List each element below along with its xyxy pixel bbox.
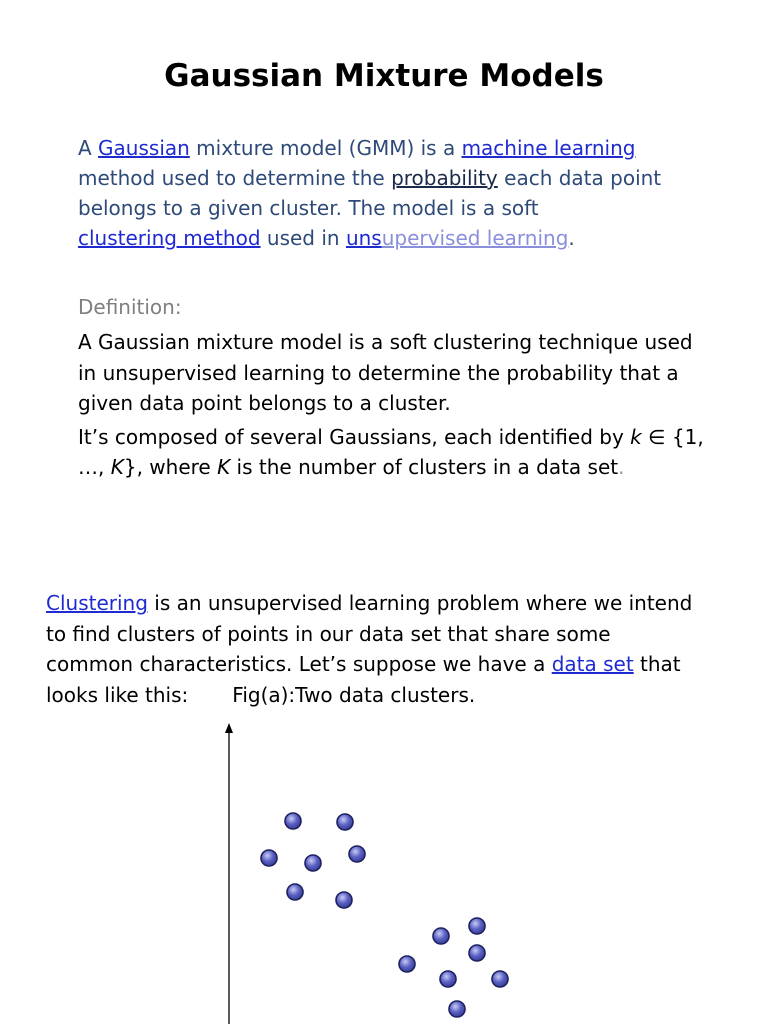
data-point [399, 956, 415, 972]
definition-label: Definition: [78, 295, 182, 319]
intro-paragraph [78, 133, 718, 253]
clustering-method-link[interactable]: clustering method [78, 226, 261, 250]
definition-text [78, 327, 738, 483]
clustering-link[interactable]: Clustering [46, 591, 148, 615]
clustering-paragraph [46, 588, 746, 710]
data-point [337, 814, 353, 830]
clustering-line-3: common characteristics. Let’s suppose we have a data set that [46, 652, 681, 676]
clustering-line-2: to find clusters of points in our data set that share some [46, 621, 611, 646]
data-point [287, 884, 303, 900]
intro-line-1: A Gaussian mixture model (GMM) is a machine learning [78, 136, 636, 160]
unsupervised-link-part2[interactable]: upervised learning [381, 226, 569, 250]
intro-line-2: method used to determine the probability each data point [78, 166, 662, 190]
data-point [469, 918, 485, 934]
data-point [433, 928, 449, 944]
probability-link[interactable]: probability [391, 166, 498, 190]
data-points [261, 813, 508, 1017]
definition-line-2: in unsupervised learning to determine the probability that a [78, 360, 679, 385]
data-point [261, 850, 277, 866]
definition-line-1: A Gaussian mixture model is a soft clustering technique used [78, 330, 693, 354]
y-axis-arrowhead [225, 723, 233, 733]
clustering-line-4: looks like this: Fig(a):Two data clusters. [46, 682, 476, 707]
data-point [305, 855, 321, 871]
figure-caption: Fig(a):Two data clusters. [232, 682, 476, 707]
data-point [336, 892, 352, 908]
data-point [492, 971, 508, 987]
definition-line-5: …, K}, where K is the number of clusters in a data set. [78, 455, 625, 479]
two-clusters-figure [0, 715, 768, 1024]
gaussian-link[interactable]: Gaussian [98, 136, 190, 160]
clustering-line-1: Clustering is an unsupervised learning problem where we intend [46, 591, 693, 615]
page-title: Gaussian Mixture Models [164, 58, 604, 94]
intro-line-3: belongs to a given cluster. The model is a soft [78, 196, 539, 220]
data-set-link[interactable]: data set [551, 652, 634, 676]
data-point [449, 1001, 465, 1017]
definition-line-4: It’s composed of several Gaussians, each identified by k ∈ {1, [78, 424, 704, 449]
data-point [285, 813, 301, 829]
data-point [349, 846, 365, 862]
data-point [469, 945, 485, 961]
data-point [440, 971, 456, 987]
machine-learning-link[interactable]: machine learning [461, 136, 636, 160]
intro-line-4: clustering method used in unsupervised learning. [78, 226, 575, 250]
definition-line-3: given data point belongs to a cluster. [78, 391, 451, 415]
unsupervised-link-part1[interactable]: uns [345, 226, 382, 250]
